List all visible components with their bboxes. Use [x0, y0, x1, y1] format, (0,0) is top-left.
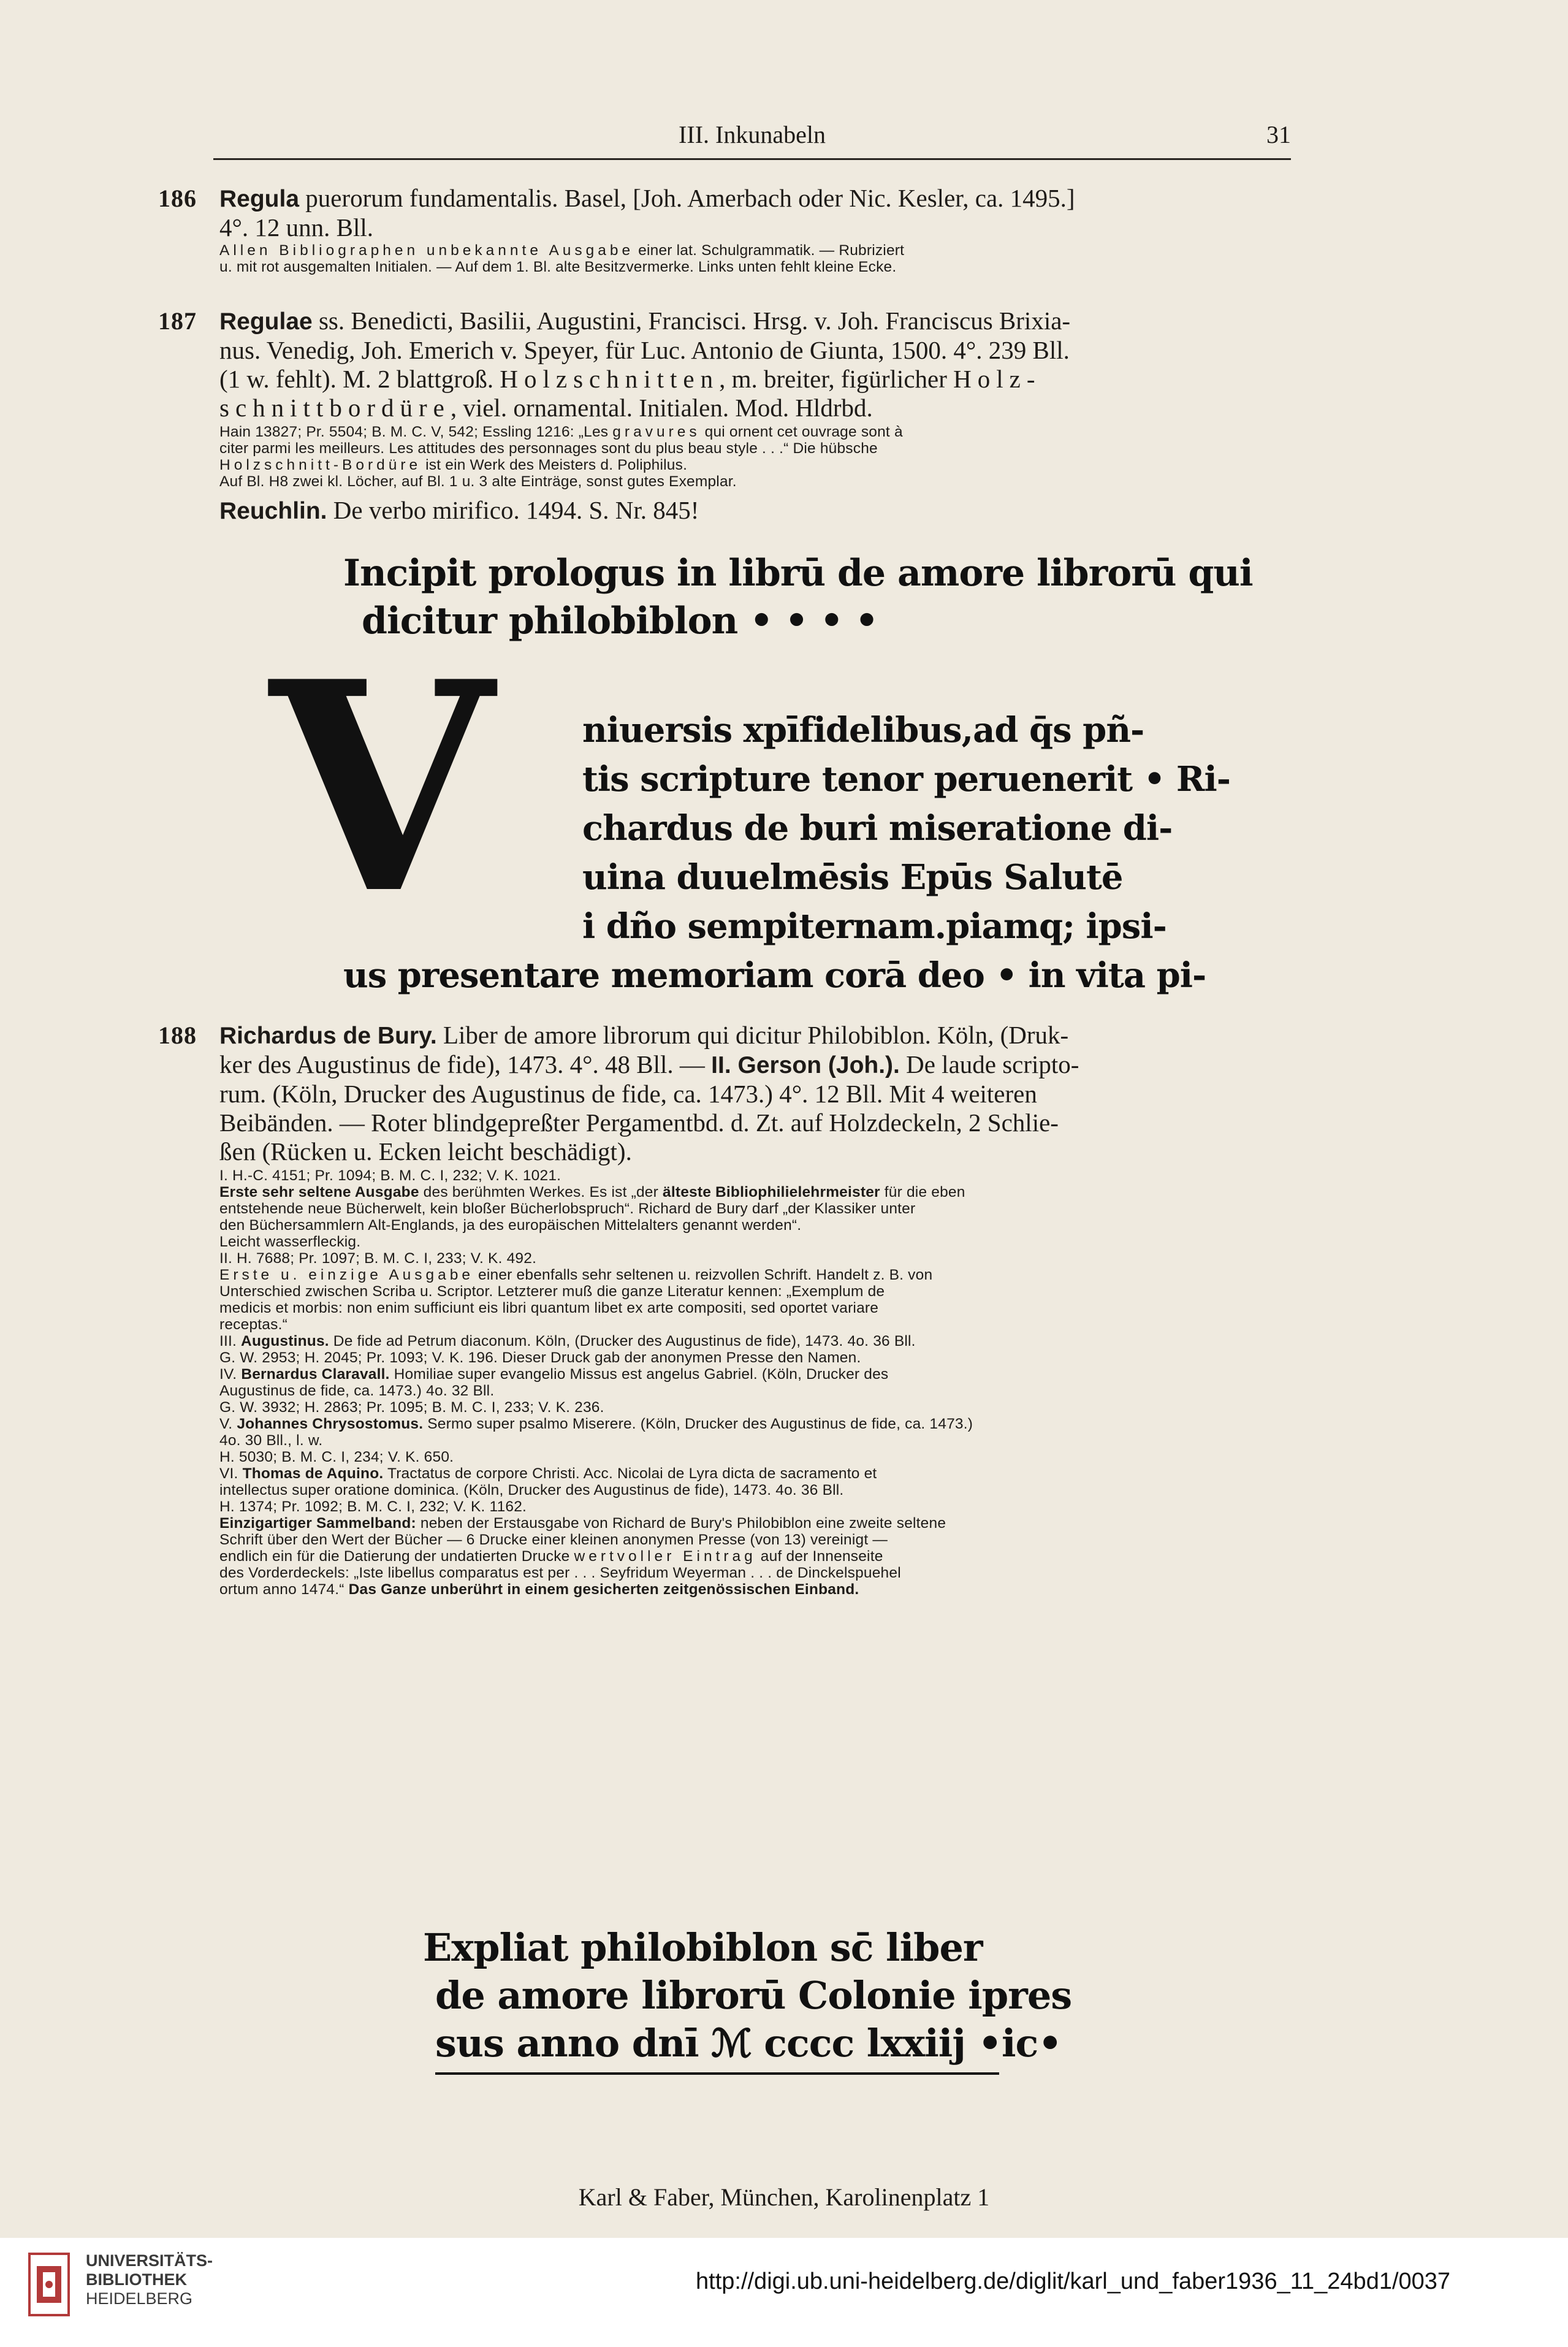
library-name [86, 2251, 213, 2308]
note-line: Schrift über den Wert der Bücher — 6 Drucke einer kleinen anonymen Presse (von 13) vereinigt — [219, 1532, 888, 1548]
entry-title: Regula [219, 186, 300, 212]
entry-line: rum. (Köln, Drucker des Augustinus de fide, ca. 1473.) 4°. 12 Bll. Mit 4 weiteren [219, 1080, 1037, 1108]
spaced-emphasis: Erste u. einzige Ausgabe [219, 1267, 474, 1283]
incipit-line-2: dicitur philobiblon • • • • [362, 600, 878, 643]
entry-number: 188 [158, 1021, 197, 1049]
note-line [219, 1366, 1298, 1383]
initial-v: V [270, 619, 493, 957]
library-line-3: HEIDELBERG [86, 2289, 193, 2308]
page-number: 31 [1266, 121, 1291, 148]
note-text: Tractatus de corpore Christi. Acc. Nicolai de Lyra dicta de sacramento et [383, 1465, 877, 1482]
note-line: H. 5030; B. M. C. I, 234; V. K. 650. [219, 1449, 454, 1465]
entry-title: Reuchlin. [219, 498, 327, 524]
entry-title: Richardus de Bury. [219, 1023, 437, 1049]
entry-line [219, 365, 1298, 394]
note-text: für die eben [880, 1184, 965, 1200]
note-line: Unterschied zwischen Scriba u. Scriptor. Letzterer muß die ganze Literatur kennen: „Exemplum de [219, 1283, 885, 1300]
entry-text: ker des Augustinus de fide), 1473. 4°. 48 Bll. — [219, 1050, 712, 1078]
note-text: ist ein Werk des Meisters d. Poliphilus. [421, 457, 688, 473]
reuchlin-line [219, 496, 1298, 525]
spaced-emphasis: Holzschnitt-Bordüre [219, 457, 422, 473]
note-line [219, 1581, 1298, 1598]
note-text: des berühmten Werkes. Es ist „der [419, 1184, 663, 1200]
entry-line [219, 394, 1298, 422]
header-rule [213, 158, 1291, 160]
entry-note: citer parmi les meilleurs. Les attitudes des personnages sont du plus beau style . . .“ Die hübsche [219, 440, 878, 457]
entry-text: , viel. ornamental. Initialen. Mod. Hldrbd. [450, 394, 873, 422]
entry-line [219, 307, 1298, 336]
spaced-emphasis: Holzschnitten [500, 365, 720, 393]
entry-line [219, 1021, 1298, 1050]
note-text: einer ebenfalls sehr seltenen u. reizvollen Schrift. Handelt z. B. von [474, 1267, 933, 1283]
note-text: endlich ein für die Datierung der undatierten Drucke [219, 1548, 574, 1565]
incipit-text-6: us presentare memoriam corā deo • in vita pi- [343, 955, 1206, 996]
entry-text: , m. breiter, figürlicher [719, 365, 954, 393]
note-line: H. 1374; Pr. 1092; B. M. C. I, 232; V. K. 1162. [219, 1498, 527, 1515]
entry-line [219, 1050, 1298, 1080]
publisher-footer: Karl & Faber, München, Karolinenplatz 1 [578, 2183, 990, 2211]
spaced-emphasis: Holz- [953, 365, 1041, 393]
note-line [219, 1416, 1298, 1432]
entry-text: puerorum fundamentalis. Basel, [Joh. Amerbach oder Nic. Kesler, ca. 1495.] [299, 184, 1075, 212]
entry-186 [158, 184, 1298, 275]
note-line [219, 1267, 1298, 1283]
note-line: entstehende neue Bücherwelt, kein bloßer Bücherlobspruch“. Richard de Bury darf „der Klassiker unter [219, 1200, 916, 1217]
note-text: Hain 13827; Pr. 5504; B. M. C. V, 542; Essling 1216: „Les [219, 424, 613, 440]
entry-note [219, 242, 1298, 259]
entry-text: (1 w. fehlt). M. 2 blattgroß. [219, 365, 500, 393]
entry-text: De laude scripto- [899, 1050, 1079, 1078]
note-line: I. H.-C. 4151; Pr. 1094; B. M. C. I, 232; V. K. 1021. [219, 1167, 561, 1184]
note-text: III. [219, 1333, 242, 1349]
incipit-text-3: chardus de buri miseratione di- [582, 808, 1173, 849]
explicit-underline [435, 2072, 999, 2075]
note-text: ortum anno 1474.“ [219, 1581, 349, 1598]
running-title: III. Inkunabeln [679, 121, 826, 148]
note-bold: Einzigartiger Sammelband: [219, 1515, 416, 1532]
note-text: einer lat. Schulgrammatik. — Rubriziert [634, 242, 905, 259]
library-line-1: UNIVERSITÄTS- [86, 2251, 213, 2270]
entry-text: ss. Benedicti, Basilii, Augustini, Francisci. Hrsg. v. Joh. Franciscus Brixia- [312, 307, 1071, 335]
note-line: II. H. 7688; Pr. 1097; B. M. C. I, 233; V. K. 492. [219, 1250, 537, 1267]
entry-title: Regulae [219, 308, 313, 335]
explicit-line-1: Expliat philobiblon sc̄ liber [423, 1925, 983, 1970]
note-text: qui ornent cet ouvrage sont à [700, 424, 903, 440]
explicit-line-3: sus anno dnī ℳ cccc lxxiij •ic• [435, 2021, 1062, 2066]
running-header [213, 120, 1291, 163]
entry-line: Beibänden. — Roter blindgepreßter Pergamentbd. d. Zt. auf Holzdeckeln, 2 Schlie- [219, 1109, 1059, 1137]
university-seal-icon [18, 2248, 80, 2327]
entry-number: 187 [158, 307, 197, 335]
library-line-2: BIBLIOTHEK [86, 2270, 187, 2289]
entry-text: De verbo mirifico. 1494. S. Nr. 845! [327, 496, 699, 524]
source-url-link[interactable]: http://digi.ub.uni-heidelberg.de/diglit/karl_und_faber1936_11_24bd1/0037 [696, 2269, 1451, 2294]
note-text: auf der Innenseite [756, 1548, 883, 1565]
note-text: Sermo super psalmo Miserere. (Köln, Drucker des Augustinus de fide, ca. 1473.) [423, 1416, 973, 1432]
note-text: VI. [219, 1465, 243, 1482]
incipit-text-4: uina duuelmēsis Epūs Salutē [582, 857, 1123, 898]
entry-note-2: u. mit rot ausgemalten Initialen. — Auf dem 1. Bl. alte Besitzvermerke. Links unten fehlt kleine Ecke. [219, 259, 897, 275]
note-line: G. W. 2953; H. 2045; Pr. 1093; V. K. 196. Dieser Druck gab der anonymen Presse den Namen. [219, 1349, 861, 1366]
entry-text: Liber de amore librorum qui dicitur Philobiblon. Köln, (Druk- [436, 1021, 1069, 1049]
entry-note [219, 457, 1298, 473]
explicit-line-2: de amore librorū Colonie ipres [435, 1973, 1072, 2018]
spaced-emphasis: wertvoller Eintrag [574, 1548, 756, 1565]
entry-line: ßen (Rücken u. Ecken leicht beschädigt). [219, 1137, 632, 1166]
explicit-facsimile [423, 1925, 1097, 2085]
note-bold: Augustinus. [241, 1333, 329, 1349]
note-bold: älteste Bibliophilielehrmeister [663, 1184, 880, 1200]
incipit-text-1: niuersis xpīfidelibus,ad q̄s pñ- [582, 710, 1144, 750]
note-line: 4o. 30 Bll., l. w. [219, 1432, 323, 1449]
incipit-line-1: Incipit prologus in librū de amore librorū qui [343, 552, 1253, 595]
note-bold: Erste sehr seltene Ausgabe [219, 1184, 419, 1200]
entry-note [219, 424, 1298, 440]
incipit-text-2: tis scripture tenor peruenerit • Ri- [582, 759, 1230, 800]
note-text: Homiliae super evangelio Missus est angelus Gabriel. (Köln, Drucker des [389, 1366, 889, 1383]
note-line: des Vorderdeckels: „Iste libellus comparatus est per . . . Seyfridum Weyerman . . . de Dinckelspuehel [219, 1565, 901, 1581]
spaced-emphasis: Allen Bibliographen unbekannte Ausgabe [219, 242, 634, 259]
entry-lead [219, 184, 1298, 213]
note-line: G. W. 3932; H. 2863; Pr. 1095; B. M. C. I, 233; V. K. 236. [219, 1399, 604, 1416]
note-text: De fide ad Petrum diaconum. Köln, (Drucker des Augustinus de fide), 1473. 4o. 36 Bll. [329, 1333, 916, 1349]
entry-number: 186 [158, 185, 197, 212]
note-bold: Bernardus Claravall. [241, 1366, 390, 1383]
note-bold: Thomas de Aquino. [242, 1465, 384, 1482]
note-text: V. [219, 1416, 237, 1432]
entry-187 [158, 307, 1298, 525]
note-line [219, 1184, 1298, 1200]
entry-188 [158, 1021, 1298, 1598]
note-line: intellectus super oratione dominica. (Köln, Drucker des Augustinus de fide), 1473. 4o. 36 Bll. [219, 1482, 844, 1498]
entry-note: Auf Bl. H8 zwei kl. Löcher, auf Bl. 1 u. 3 alte Einträge, sonst gutes Exemplar. [219, 473, 737, 490]
note-line [219, 1548, 1298, 1565]
note-line: medicis et morbis: non enim sufficiunt eis libri quantum libet ex arte compositi, sed oportet variare [219, 1300, 879, 1316]
incipit-text-5: i dño sempiternam.piamq; ipsi- [582, 906, 1166, 947]
incipit-facsimile [270, 552, 1253, 999]
entry-line: nus. Venedig, Joh. Emerich v. Speyer, für Luc. Antonio de Giunta, 1500. 4°. 239 Bll. [219, 336, 1070, 364]
note-text: neben der Erstausgabe von Richard de Bury's Philobiblon eine zweite seltene [416, 1515, 946, 1532]
spaced-emphasis: gravures [612, 424, 701, 440]
entry-format: 4°. 12 unn. Bll. [219, 213, 374, 242]
note-line: Leicht wasserfleckig. [219, 1234, 361, 1250]
note-line [219, 1515, 1298, 1532]
note-line: receptas.“ [219, 1316, 287, 1333]
note-text: IV. [219, 1366, 242, 1383]
note-bold: Johannes Chrysostomus. [237, 1416, 424, 1432]
note-line [219, 1465, 1298, 1482]
spaced-emphasis: schnittbordüre [219, 394, 451, 422]
note-line [219, 1333, 1298, 1349]
note-line: den Büchersammlern Alt-Englands, ja des europäischen Mittelalters genannt werden“. [219, 1217, 802, 1234]
note-line: Augustinus de fide, ca. 1473.) 4o. 32 Bll. [219, 1383, 495, 1399]
entry-subtitle: II. Gerson (Joh.). [711, 1052, 900, 1078]
note-bold: Das Ganze unberührt in einem gesicherten zeitgenössischen Einband. [348, 1581, 859, 1598]
